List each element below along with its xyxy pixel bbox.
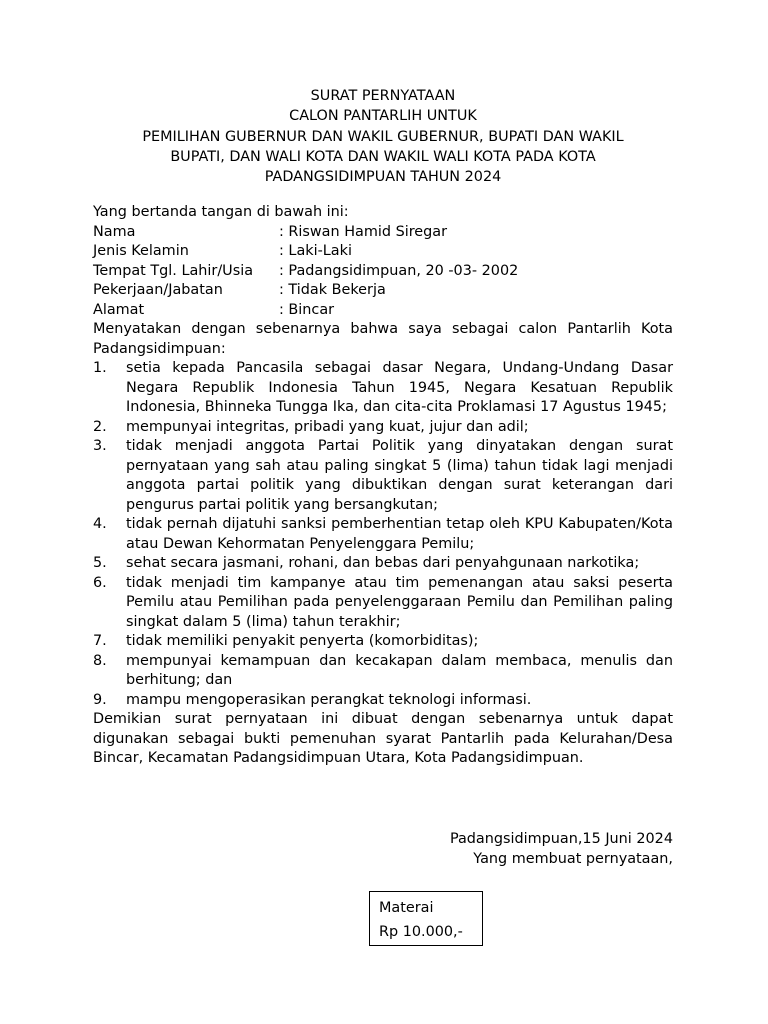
document-title: [93, 86, 673, 187]
identity-row-tempat-tgl-lahir: [93, 262, 673, 282]
title-line-3: PEMILIHAN GUBERNUR DAN WAKIL GUBERNUR, BUPATI DAN WAKIL: [142, 128, 624, 145]
clause-item: [93, 418, 673, 438]
clause-number: 8.: [93, 652, 107, 669]
clause-text: tidak pernah dijatuhi sanksi pemberhentian tetap oleh KPU Kabupaten/Kota atau Dewan Kehormatan Penyelenggara Pemilu;: [126, 516, 673, 552]
signature-block: [93, 830, 673, 869]
closing-paragraph: Demikian surat pernyataan ini dibuat dengan sebenarnya untuk dapat digunakan sebagai bukti pemenuhan syarat Pantarlih pada Kelurahan/Desa Bincar, Kecamatan Padangsidimpuan Utara, Kota Padangsidimpuan.: [93, 711, 673, 766]
clause-text: mempunyai kemampuan dan kecakapan dalam membaca, menulis dan berhitung; dan: [126, 652, 673, 688]
signer-caption: Yang membuat pernyataan,: [473, 850, 673, 867]
clause-text: mempunyai integritas, pribadi yang kuat, jujur dan adil;: [126, 418, 529, 435]
identity-row-jenis-kelamin: [93, 242, 673, 262]
title-line-4: BUPATI, DAN WALI KOTA DAN WAKIL WALI KOTA PADA KOTA: [170, 148, 596, 165]
clause-item: [93, 359, 673, 418]
clause-text: tidak memiliki penyakit penyerta (komorbiditas);: [126, 633, 479, 649]
materai-stamp-box: [369, 891, 483, 946]
identity-value: : Laki-Laki: [279, 243, 352, 259]
identity-label: Jenis Kelamin: [93, 243, 189, 259]
identity-label: Nama: [93, 223, 136, 240]
identity-row-nama: [93, 223, 673, 243]
document-body: [93, 203, 673, 769]
clause-text: tidak menjadi tim kampanye atau tim pemenangan atau saksi peserta Pemilu atau Pemilihan pada penyelenggaraan Pemilu dan Pemilihan paling singkat dalam 5 (lima) tahun terakhir;: [126, 574, 673, 630]
clause-item: [93, 554, 673, 574]
clause-item: [93, 437, 673, 515]
identity-label: Tempat Tgl. Lahir/Usia: [93, 262, 254, 279]
identity-row-pekerjaan: [93, 281, 673, 301]
clause-number: 7.: [93, 633, 107, 649]
clause-number: 5.: [93, 555, 107, 571]
stamp-label: Materai: [379, 900, 434, 916]
clause-item: [93, 632, 673, 652]
identity-label: Pekerjaan/Jabatan: [93, 282, 223, 298]
identity-label: Alamat: [93, 301, 145, 318]
identity-value: : Padangsidimpuan, 20 -03- 2002: [279, 262, 519, 279]
clause-number: 6.: [93, 574, 107, 591]
clause-item: [93, 515, 673, 554]
clause-text: sehat secara jasmani, rohani, dan bebas dari penyahgunaan narkotika;: [126, 555, 640, 571]
clause-item: [93, 691, 673, 711]
place-date: Padangsidimpuan,15 Juni 2024: [449, 831, 673, 847]
clause-text: mampu mengoperasikan perangkat teknologi informasi.: [126, 691, 532, 708]
intro-text: Yang bertanda tangan di bawah ini:: [93, 204, 349, 220]
clause-text: tidak menjadi anggota Partai Politik yang dinyatakan dengan surat pernyataan yang sah atau paling singkat 5 (lima) tahun tidak lagi menjadi anggota partai politik yang dibuktikan dengan surat keterangan dari pengurus partai politik yang bersangkutan;: [126, 438, 673, 513]
title-line-2: CALON PANTARLIH UNTUK: [289, 108, 477, 125]
identity-value: : Tidak Bekerja: [279, 282, 386, 298]
clause-number: 2.: [93, 418, 107, 435]
clause-number: 9.: [93, 691, 107, 708]
clause-number: 1.: [93, 360, 107, 376]
stamp-amount: Rp 10.000,-: [379, 924, 463, 940]
clause-list: [93, 359, 673, 710]
clause-number: 4.: [93, 516, 107, 532]
clause-item: [93, 574, 673, 633]
title-line-5: PADANGSIDIMPUAN TAHUN 2024: [264, 169, 502, 186]
identity-row-alamat: [93, 301, 673, 321]
clause-text: setia kepada Pancasila sebagai dasar Negara, Undang-Undang Dasar Negara Republik Indonesia Tahun 1945, Negara Kesatuan Republik Indonesia, Bhinneka Tungga Ika, dan cita-cita Proklamasi 17 Agustus 1945;: [126, 360, 673, 415]
identity-value: : Riswan Hamid Siregar: [279, 223, 448, 240]
title-line-1: SURAT PERNYATAAN: [310, 88, 456, 104]
clause-number: 3.: [93, 438, 107, 454]
declaration-text: Menyatakan dengan sebenarnya bahwa saya sebagai calon Pantarlih Kota Padangsidimpuan:: [93, 321, 673, 357]
clause-item: [93, 652, 673, 691]
identity-value: : Bincar: [279, 301, 335, 318]
